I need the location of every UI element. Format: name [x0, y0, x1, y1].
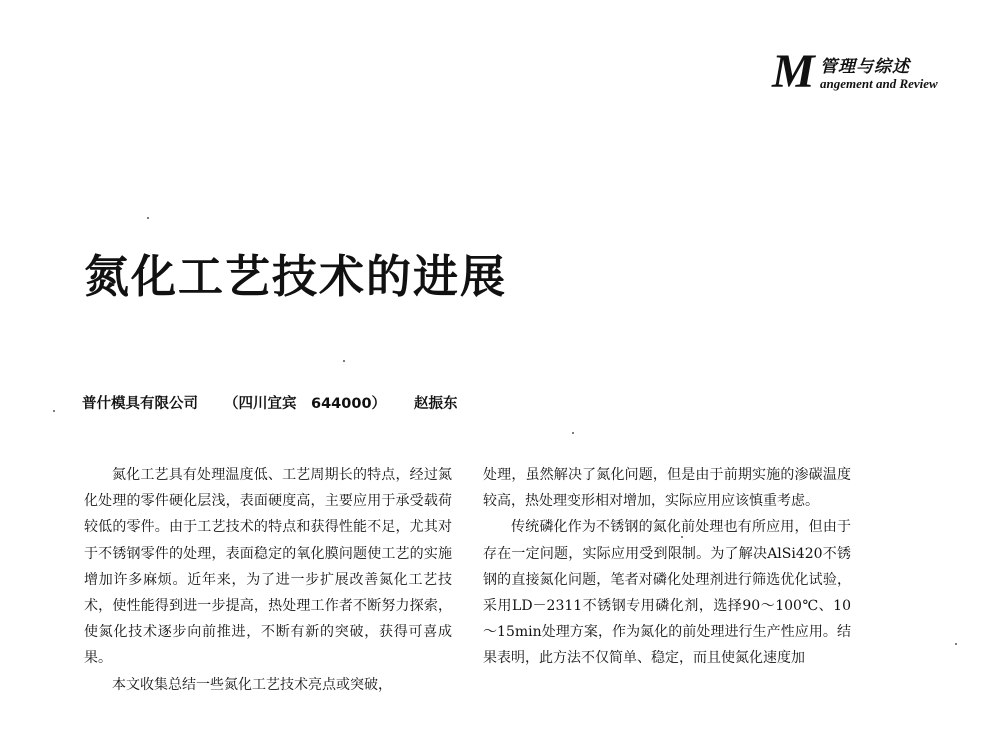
scan-speck: [955, 643, 957, 645]
paragraph: 本文收集总结一些氮化工艺技术亮点或突破，: [112, 676, 392, 693]
paragraph: 氮化工艺具有处理温度低、工艺周期长的特点，经过氮化处理的零件硬化层浅，表面硬度高，主要应用于承受载荷较低的零件。由于工艺技术的特点和获得性能不足，尤其对于不锈钢零件的处理，表面稳定的氧化膜问题使工艺的实施增加许多麻烦。近年来，为了进一步扩展改善氮化工艺技术，使性能得到进一步提高，热处理工作者不断努力探索，使氮化技术逐步向前推进，不断有新的突破，获得可喜成果。: [84, 467, 452, 667]
journal-section-logo: [772, 45, 982, 98]
paragraph: 处理，虽然解决了氮化问题，但是由于前期实施的渗碳温度较高，热处理变形相对增加，实际应用应该慎重考虑。: [483, 467, 851, 510]
scan-speck: [147, 217, 149, 219]
byline-author: 赵振东: [414, 396, 458, 412]
paragraph: 传统磷化作为不锈钢的氮化前处理也有所应用，但由于存在一定问题，实际应用受到限制。为了解决AlSi420不锈钢的直接氮化问题，笔者对磷化处理剂进行筛选优化试验，采用LD－2311不锈钢专用磷化剂，选择90～100℃、10～15min处理方案，作为氮化的前处理进行生产性应用。结果表明，此方法不仅简单、稳定，而且使氮化速度加: [483, 519, 851, 667]
body-column-left: [84, 462, 452, 698]
article-title: 氮化工艺技术的进展: [84, 250, 508, 303]
section-name-chinese: 管理与综述: [820, 57, 910, 77]
scan-speck: [681, 536, 683, 538]
logo-letter-m: M: [772, 45, 815, 98]
scan-speck: [572, 432, 574, 434]
section-name-english: angement and Review: [820, 76, 938, 91]
byline-company: 普什模具有限公司: [82, 396, 198, 412]
scan-speck: [53, 410, 55, 412]
scan-speck: [343, 360, 345, 362]
byline-affiliation: （四川宜宾 644000）: [224, 396, 387, 412]
byline: [82, 392, 458, 413]
body-column-right: [483, 462, 851, 672]
